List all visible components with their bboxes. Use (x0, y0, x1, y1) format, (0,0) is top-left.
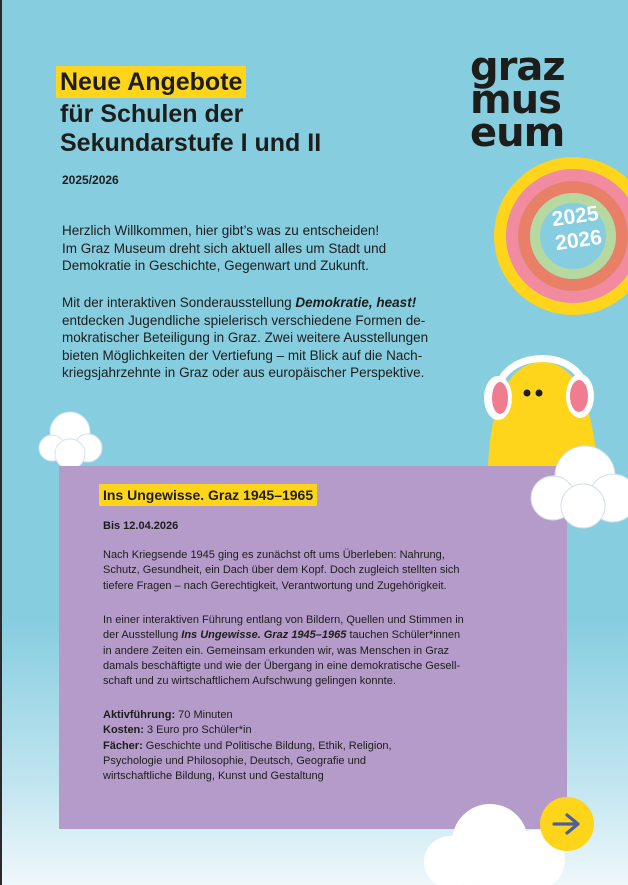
card-line (103, 628, 533, 643)
exhibition-title-ungewisse: Ins Ungewisse. Graz 1945–1965 (181, 629, 347, 642)
detail-value: wirtschaftliche Bildung, Kunst und Gestaltung (103, 770, 324, 783)
card-line: Nach Kriegsende 1945 ging es zunächst oft ums Überleben: Nahrung, (103, 549, 445, 561)
intro-line: entdecken Jugendliche spielerisch verschiedene Formen de- (62, 312, 426, 328)
card-paragraph-1 (103, 548, 533, 594)
exhibition-title-demokratie: Demokratie, heast! (295, 295, 417, 310)
intro-text: Mit der interaktiven Sonderausstellung (62, 295, 296, 310)
logo-line: mus (470, 77, 561, 123)
detail-label: Aktivführung: (103, 709, 176, 721)
detail-subjects (103, 739, 533, 754)
intro-line: bieten Möglichkeiten der Vertiefung – mit Blick auf die Nach- (62, 347, 423, 363)
page-edge (0, 0, 2, 885)
detail-format (103, 708, 533, 723)
page-title-highlight: Neue Angebote (56, 66, 246, 98)
year-badge-bottom: 2026 (553, 225, 604, 256)
next-page-button[interactable] (540, 797, 594, 851)
intro-line: Im Graz Museum dreht sich aktuell alles um Stadt und (62, 240, 387, 256)
detail-label: Fächer: (103, 739, 143, 752)
card-line: schaft und zu wirtschaftlichem Aufschwung gelingen konnte. (103, 675, 396, 688)
detail-value: 70 Minuten (175, 709, 233, 721)
intro-line: kriegsjahrzehnte in Graz oder aus europäischer Perspektive. (62, 365, 425, 380)
card-details (103, 708, 533, 784)
card-date: Bis 12.04.2026 (103, 520, 179, 532)
card-title: Ins Ungewisse. Graz 1945–1965 (99, 484, 317, 506)
cloud-decoration-right (525, 440, 628, 530)
intro-line: mokratischer Beteiligung in Graz. Zwei weitere Ausstellungen (62, 330, 429, 345)
card-text-span: der Ausstellung (103, 629, 182, 642)
school-year: 2025/2026 (62, 173, 119, 187)
card-text-span: tauchen Schüler*innen (346, 629, 461, 642)
intro-line: Demokratie in Geschichte, Gegenwart und Zukunft. (62, 258, 369, 273)
page-title-line-1 (60, 67, 246, 97)
intro-paragraph-2 (62, 294, 482, 382)
intro-line: Herzlich Willkommen, hier gibt’s was zu entscheiden! (62, 223, 380, 238)
detail-value: 3 Euro pro Schüler*in (143, 724, 252, 737)
logo-line: graz (470, 44, 565, 90)
card-line: damals beschäftigte und wie der Übergang in eine demokratische Gesell- (103, 659, 461, 672)
detail-value: Psychologie und Philosophie, Deutsch, Geografie und (103, 754, 366, 767)
page-title-line-2: für Schulen der (60, 100, 244, 128)
card-line: in andere Zeiten ein. Gemeinsam erkunden wir, was Menschen in Graz (103, 644, 450, 657)
card-line: In einer interaktiven Führung entlang von Bildern, Quellen und Stimmen in (103, 614, 464, 626)
detail-value: Geschichte und Politische Bildung, Ethik, Religion, (142, 739, 392, 752)
card-line: Schutz, Gesundheit, ein Dach über dem Kopf. Doch zugleich stellten sich (103, 564, 460, 577)
page-title-line-3: Sekundarstufe I und II (60, 129, 322, 157)
card-paragraph-2 (103, 613, 533, 689)
intro-line (62, 294, 482, 312)
graz-museum-logo[interactable] (470, 44, 565, 156)
detail-label: Kosten: (103, 724, 144, 737)
detail-cost (103, 723, 533, 738)
card-line: tiefere Fragen – nach Gerechtigkeit, Verantwortung und Zugehörigkeit. (103, 579, 447, 592)
intro-paragraph-1 (62, 222, 482, 275)
arrow-right-icon (552, 812, 582, 836)
logo-line: eum (470, 110, 565, 156)
year-badge-top: 2025 (550, 201, 600, 232)
cloud-decoration-left (38, 408, 104, 472)
